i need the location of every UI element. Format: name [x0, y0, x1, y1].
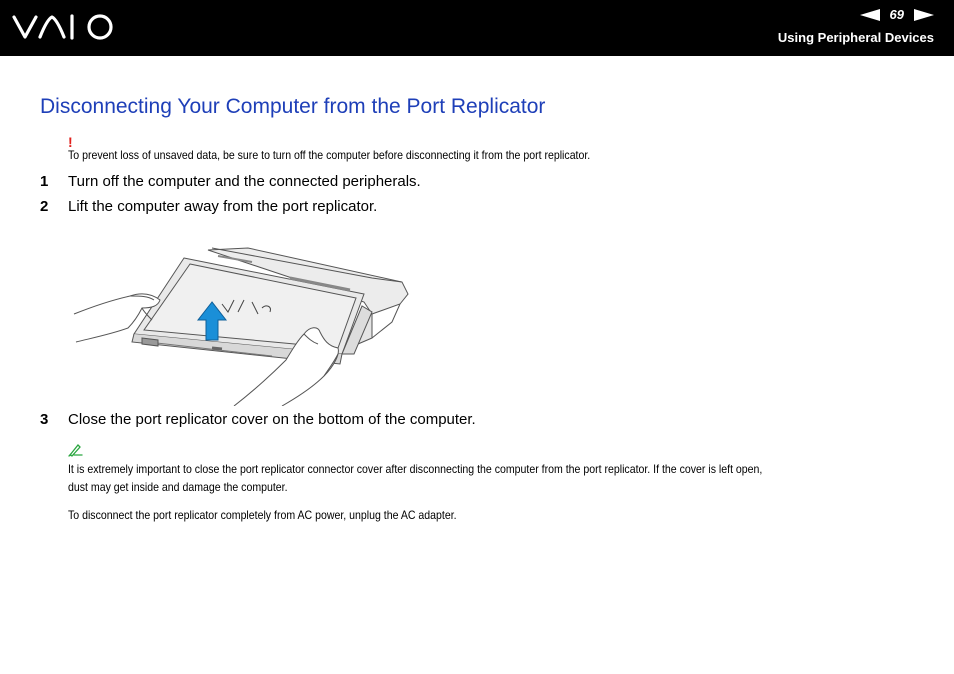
- step-number: 2: [40, 198, 49, 215]
- step-number: 3: [40, 411, 49, 428]
- step-1: [40, 173, 421, 190]
- page-header: [0, 0, 954, 56]
- page-title: Disconnecting Your Computer from the Port Replicator: [40, 95, 546, 118]
- step-2: [40, 198, 377, 215]
- section-title: Using Peripheral Devices: [777, 30, 934, 45]
- note-line-1: It is extremely important to close the port replicator connector cover after disconnecting the computer from the port replicator. If the cover is left open,: [68, 462, 763, 476]
- warning-icon: !: [68, 134, 73, 150]
- note-text: [68, 460, 762, 496]
- step-text: Close the port replicator cover on the bottom of the computer.: [68, 411, 476, 428]
- note-paragraph-2: To disconnect the port replicator completely from AC power, unplug the AC adapter.: [68, 508, 457, 522]
- step-number: 1: [40, 173, 49, 190]
- page-navigation: [860, 7, 934, 22]
- note-line-2: dust may get inside and damage the computer.: [68, 480, 288, 494]
- next-page-icon[interactable]: [914, 9, 934, 21]
- page-number: 69: [889, 7, 904, 22]
- vaio-logo: [12, 13, 120, 46]
- step-text: Lift the computer away from the port replicator.: [68, 198, 378, 215]
- step-3: [40, 411, 476, 428]
- previous-page-icon[interactable]: [860, 9, 880, 21]
- warning-text: To prevent loss of unsaved data, be sure to turn off the computer before disconnecting it from the port replicator.: [68, 148, 591, 162]
- lift-computer-illustration: [72, 242, 412, 411]
- step-text: Turn off the computer and the connected peripherals.: [68, 173, 421, 190]
